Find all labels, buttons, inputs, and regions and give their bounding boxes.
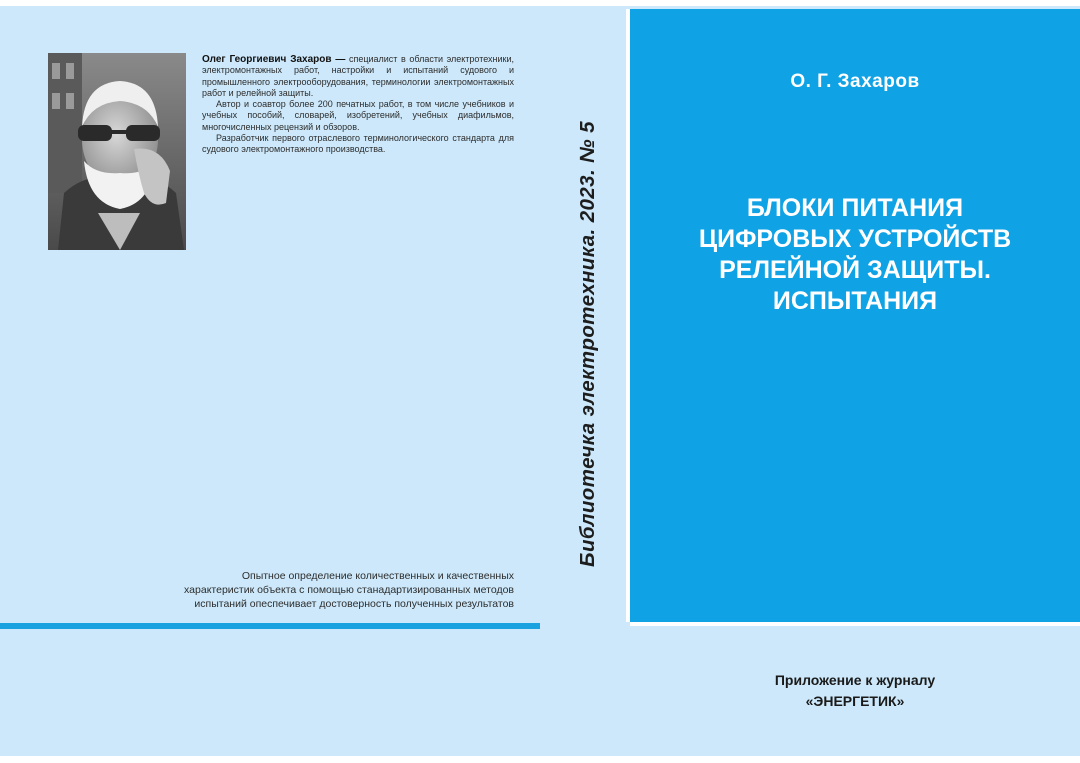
- journal-supplement-note: [700, 670, 1010, 712]
- bio-paragraph: Автор и соавтор более 200 печатных работ, в том числе учебников и учебных пособий, словарей, изобретений, учебных диафильмов, многочисленных рецензий и обзоров.: [202, 99, 514, 132]
- title-line: ИСПЫТАНИЯ: [772, 287, 938, 315]
- book-cover: [0, 6, 1080, 756]
- book-title: [630, 193, 1080, 317]
- spine-series-title: Библиотечка электротехника. 2023. № 5: [576, 121, 599, 567]
- title-line: БЛОКИ ПИТАНИЯ: [746, 194, 964, 222]
- title-line: ЦИФРОВЫХ УСТРОЙСТВ: [698, 225, 1012, 253]
- title-line: РЕЛЕЙНОЙ ЗАЩИТЫ.: [719, 256, 991, 284]
- bio-paragraph: специалист в области электротехники, электромонтажных работ, настройки и испытаний судового и промышленного электрооборудования, терминологии электромонтажных работ и релейной защиты.: [202, 54, 514, 98]
- author-biography: [202, 54, 514, 156]
- author-full-name: Олег Георгиевич Захаров —: [202, 54, 346, 65]
- supplement-line: «ЭНЕРГЕТИК»: [805, 693, 905, 709]
- front-cover-panel: [630, 9, 1080, 622]
- book-annotation: [80, 569, 514, 611]
- bio-paragraph: Разработчик первого отраслевого терминологического стандарта для судового электромонтажного производства.: [202, 133, 514, 155]
- author-photo: [48, 53, 186, 250]
- annotation-line: испытаний опеспечивает достоверность полученных результатов: [194, 598, 514, 610]
- accent-divider: [0, 623, 540, 629]
- annotation-line: Опытное определение количественных и качественных: [241, 570, 514, 582]
- front-author: О. Г. Захаров: [790, 71, 920, 92]
- supplement-line: Приложение к журналу: [774, 672, 936, 688]
- annotation-line: характеристик объекта с помощью станадартизированных методов: [184, 584, 514, 596]
